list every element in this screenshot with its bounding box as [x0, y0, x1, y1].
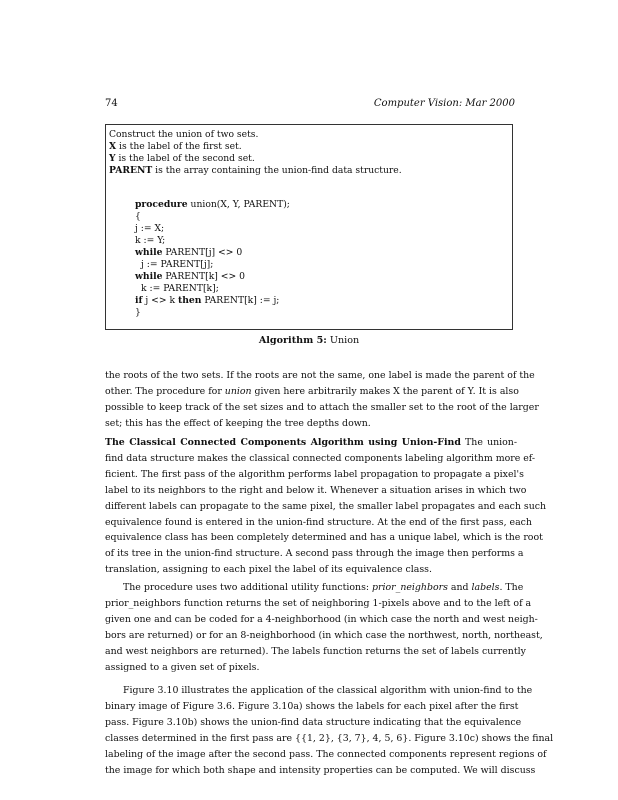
text-fragment: given here arbitrarily makes X the parent of Y. It is also — [251, 385, 519, 397]
text-line: the roots of the two sets. If the roots are not the same, one label is made the parent of the — [105, 370, 535, 381]
algorithm-caption — [0, 335, 618, 346]
text-fragment: other. The procedure for — [105, 385, 225, 397]
code-while-1 — [135, 247, 242, 259]
paragraph-utility-functions — [105, 580, 543, 675]
procedure-signature: union(X, Y, PARENT); — [187, 199, 290, 210]
keyword-then: then — [177, 295, 202, 306]
keyword-while: while — [135, 271, 163, 282]
code-close-brace: } — [135, 307, 141, 318]
paragraph-figure-3-10 — [105, 683, 554, 778]
param-x-desc: is the label of the first set. — [116, 141, 242, 152]
text-line: classes determined in the first pass are {{1, 2}, {3, 7}, 4, 5, 6}. Figure 3.10c) shows the final — [105, 732, 554, 744]
keyword-while: while — [135, 247, 163, 258]
text-line: binary image of Figure 3.6. Figure 3.10a) shows the labels for each pixel after the first — [105, 700, 519, 712]
text-line: possible to keep track of the set sizes and to attach the smaller set to the root of the larger — [105, 401, 539, 413]
running-title: Computer Vision: Mar 2000 — [373, 98, 515, 109]
algorithm-description: Construct the union of two sets. — [109, 129, 259, 140]
text-fragment: and — [447, 582, 472, 593]
text-fragment: The procedure uses two additional utility functions: — [123, 582, 373, 593]
emphasis-prior-neighbors: prior_neighbors — [372, 582, 448, 593]
text-line — [105, 384, 517, 400]
code-while-2-body: k := PARENT[k]; — [141, 283, 219, 294]
text-line: label to its neighbors to the right and below it. Whenever a situation arises in which two — [105, 484, 527, 496]
param-y-desc: is the label of the second set. — [115, 153, 255, 164]
text-line: pass. Figure 3.10b) shows the union-find data structure indicating that the equivalence — [105, 716, 522, 728]
algorithm-param-y — [109, 153, 255, 165]
code-line-j: j := X; — [135, 223, 165, 234]
emphasis-union: union — [224, 385, 252, 397]
text-line: the image for which both shape and intensity properties can be computed. We will discuss — [105, 764, 536, 776]
while-2-condition: PARENT[k] <> 0 — [162, 271, 245, 282]
code-signature — [135, 199, 290, 211]
text-line: labeling of the image after the second pass. The connected components represent regions of — [105, 748, 547, 760]
paragraph-classical-algorithm — [105, 435, 547, 578]
text-line: given one and can be coded for a 4-neighborhood (in which case the north and west neigh- — [105, 613, 538, 625]
emphasis-labels: labels — [471, 582, 500, 593]
param-x-label: X — [109, 141, 117, 152]
code-while-1-body: j := PARENT[j]; — [141, 259, 214, 270]
text-line: find data structure makes the classical connected components labeling algorithm more ef- — [105, 452, 536, 464]
caption-text: Union — [326, 335, 360, 346]
code-open-brace: { — [135, 211, 141, 222]
algorithm-param-x — [109, 141, 242, 153]
keyword-procedure: procedure — [135, 199, 188, 210]
text-line — [105, 580, 524, 596]
keyword-if: if — [135, 295, 143, 306]
page-number: 74 — [105, 98, 118, 109]
text-line: translation, assigning to each pixel the label of its equivalence class. — [105, 564, 432, 576]
paragraph-roots — [105, 368, 539, 432]
caption-label: Algorithm 5: — [258, 335, 327, 346]
algorithm-box — [105, 124, 513, 330]
param-y-label: Y — [109, 153, 116, 164]
text-line: set; this has the effect of keeping the tree depths down. — [105, 417, 371, 429]
section-heading: The Classical Connected Components Algorithm using Union-Find — [105, 437, 461, 448]
text-line: prior_neighbors function returns the set of neighboring 1-pixels above and to the left of a — [105, 597, 532, 609]
if-body: PARENT[k] := j; — [201, 295, 280, 306]
text-line — [105, 435, 517, 451]
text-line: different labels can propagate to the same pixel, the smaller label propagates and each such — [105, 500, 547, 512]
text-line: bors are returned) or for an 8-neighborhood (in which case the northwest, north, northeast, — [105, 629, 543, 641]
text-fragment: . The — [499, 582, 524, 593]
page-header — [105, 98, 515, 112]
text-line: equivalence found is entered in the union-find structure. At the end of the first pass, each — [105, 516, 532, 528]
code-while-2 — [135, 271, 245, 283]
text-line: Figure 3.10 illustrates the application of the classical algorithm with union-find to the — [123, 685, 533, 696]
text-line: ficient. The first pass of the algorithm performs label propagation to propagate a pixel's — [105, 468, 524, 480]
param-parent-desc: is the array containing the union-find data structure. — [152, 165, 402, 176]
text-line: assigned to a given set of pixels. — [105, 661, 260, 673]
text-line: and west neighbors are returned). The labels function returns the set of labels currently — [105, 645, 526, 657]
text-line: of its tree in the union-find structure. A second pass through the image then performs a — [105, 548, 524, 560]
code-if-statement — [135, 295, 279, 307]
code-line-k: k := Y; — [135, 235, 166, 246]
if-condition: j <> k — [142, 295, 178, 306]
param-parent-label: PARENT — [109, 165, 153, 176]
while-1-condition: PARENT[j] <> 0 — [162, 247, 243, 258]
text-line: equivalence class has been completely determined and has a unique label, which is the root — [105, 532, 543, 544]
text-fragment: The union- — [460, 437, 517, 448]
algorithm-param-parent — [109, 165, 402, 177]
